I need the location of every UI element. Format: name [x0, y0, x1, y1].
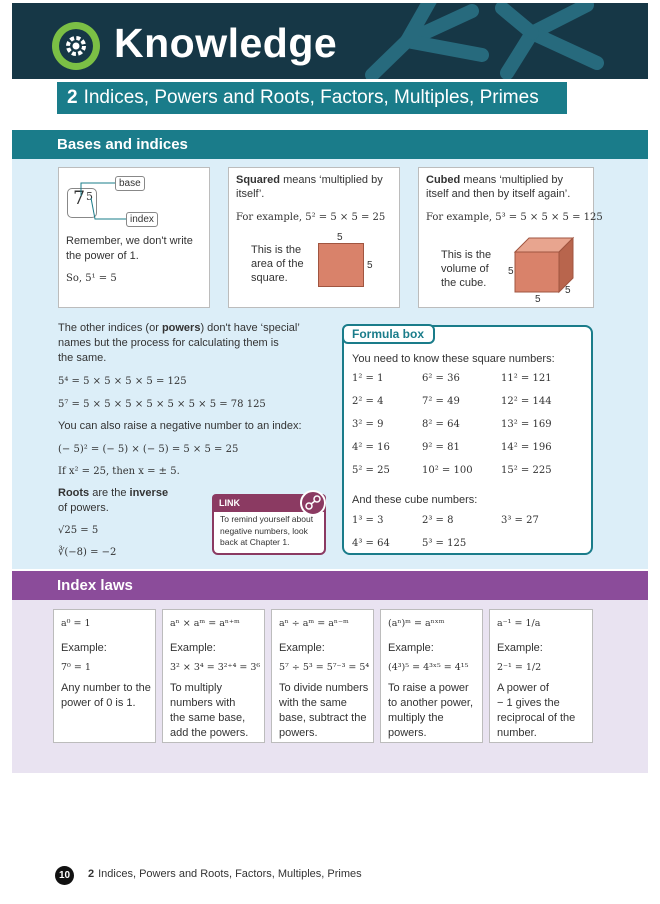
index-label: index — [126, 212, 158, 227]
text-line: of powers. — [58, 502, 109, 514]
chapter-number: 2 — [67, 87, 78, 108]
footer-running-title — [88, 868, 362, 880]
base-index-card — [58, 167, 210, 308]
cube-number: 2³ = 8 — [422, 515, 454, 526]
square-number: 5² = 25 — [352, 465, 390, 476]
index-law-card — [380, 609, 483, 743]
chapter-banner — [57, 82, 567, 114]
base-label: base — [115, 176, 145, 191]
text-line: This is the — [251, 244, 302, 256]
square-number: 13² = 169 — [501, 419, 552, 430]
link-heading: LINK — [212, 494, 326, 512]
text-line: ) don't have ‘special’ — [200, 322, 300, 334]
inverse-term: inverse — [129, 487, 169, 499]
roots-term: Roots — [58, 487, 90, 499]
text-line: means ‘multiplied by — [280, 174, 383, 186]
formula-intro: You need to know these square numbers: — [352, 353, 555, 365]
law-d4: number. — [497, 727, 537, 739]
gear-icon — [52, 22, 100, 70]
law-d1: To divide numbers — [279, 682, 369, 694]
law-d1: To multiply — [170, 682, 222, 694]
law-d1: To raise a power — [388, 682, 469, 694]
cube-number: 3³ = 27 — [501, 515, 539, 526]
law-ex-label: Example: — [497, 642, 543, 654]
law-d1: A power of — [497, 682, 549, 694]
cube-number: 1³ = 3 — [352, 515, 384, 526]
equation: If x² = 25, then x = ± 5. — [58, 466, 180, 477]
page-title: Knowledge — [114, 20, 338, 66]
law-ex: 2⁻¹ = 1/2 — [497, 662, 542, 673]
law-d2: − 1 gives the — [497, 697, 560, 709]
equation: √25 = 5 — [58, 525, 99, 536]
square-number: 7² = 49 — [422, 396, 460, 407]
square-number: 1² = 1 — [352, 373, 384, 384]
index-law-card — [53, 609, 156, 743]
law-d3: multiply the — [388, 712, 444, 724]
square-number: 2² = 4 — [352, 396, 384, 407]
link-icon — [300, 490, 326, 516]
law-d1: Any number to the — [61, 682, 151, 694]
text-line: The other indices (or — [58, 322, 162, 334]
dimension-label: 5 — [535, 294, 541, 305]
law-ex-label: Example: — [61, 642, 107, 654]
link-text: To remind yourself about negative numbers, look back at Chapter 1. — [220, 514, 314, 547]
law-ex-label: Example: — [388, 642, 434, 654]
cubed-card — [418, 167, 603, 308]
section-heading: Index laws — [12, 571, 648, 600]
law-d3: reciprocal of the — [497, 712, 576, 724]
powers-term: powers — [161, 322, 201, 334]
page-number: 10 — [55, 866, 74, 885]
text-line: itself and then by itself again’. — [426, 188, 571, 200]
square-number: 12² = 144 — [501, 396, 552, 407]
law-ex-label: Example: — [279, 642, 325, 654]
equation: (− 5)² = (− 5) × (− 5) = 5 × 5 = 25 — [58, 444, 239, 455]
cube-number: 5³ = 125 — [422, 538, 467, 549]
cube-number: 4³ = 64 — [352, 538, 390, 549]
index-law-card — [271, 609, 374, 743]
squared-term: Squared — [236, 174, 281, 186]
law-d2: to another power, — [388, 697, 474, 709]
text-line: You can also raise a negative number to an index: — [58, 420, 302, 432]
law-law: aⁿ ÷ aᵐ = aⁿ⁻ᵐ — [279, 618, 349, 629]
section-heading: Bases and indices — [12, 130, 648, 159]
law-d4: powers. — [279, 727, 318, 739]
law-d3: base, subtract the — [279, 712, 367, 724]
dimension-label: 5 — [337, 232, 343, 243]
dimension-label: 5 — [508, 266, 514, 277]
law-law: a⁻¹ = 1/a — [497, 618, 541, 629]
law-d4: powers. — [388, 727, 427, 739]
text-line: This is the — [441, 249, 492, 261]
cube-intro: And these cube numbers: — [352, 494, 478, 506]
cubed-term: Cubed — [426, 174, 461, 186]
law-d2: power of 0 is 1. — [61, 697, 136, 709]
index-digit: 5 — [86, 190, 93, 203]
dimension-label: 5 — [565, 285, 571, 296]
square-number: 6² = 36 — [422, 373, 460, 384]
text-line: itself’. — [236, 188, 265, 200]
square-number: 14² = 196 — [501, 442, 552, 453]
example-line: So, 5¹ = 5 — [66, 273, 117, 284]
law-law: aⁿ × aᵐ = aⁿ⁺ᵐ — [170, 618, 240, 629]
law-law: (aⁿ)ᵐ = aⁿˣᵐ — [388, 618, 445, 629]
square-number: 3² = 9 — [352, 419, 384, 430]
example-line: For example, 5² = 5 × 5 = 25 — [236, 212, 386, 223]
chapter-title: Indices, Powers and Roots, Factors, Multiples, Primes — [83, 87, 539, 108]
square-number: 15² = 225 — [501, 465, 552, 476]
square-number: 11² = 121 — [501, 373, 552, 384]
text-line: Remember, we don't write — [66, 235, 193, 247]
text-line: the cube. — [441, 277, 487, 289]
text-line: square. — [251, 272, 288, 284]
base-digit: 7 — [73, 187, 86, 209]
law-ex: 3² × 3⁴ = 3²⁺⁴ = 3⁶ — [170, 662, 261, 673]
law-ex-label: Example: — [170, 642, 216, 654]
text-line: means ‘multiplied by — [460, 174, 563, 186]
square-shape — [318, 243, 364, 287]
text-line: the same. — [58, 352, 107, 364]
law-ex: (4³)⁵ = 4³ˣ⁵ = 4¹⁵ — [388, 662, 469, 673]
square-number: 8² = 64 — [422, 419, 460, 430]
equation: 5⁴ = 5 × 5 × 5 × 5 = 125 — [58, 376, 187, 387]
text-line: the power of 1. — [66, 250, 139, 262]
square-number: 9² = 81 — [422, 442, 460, 453]
law-ex: 5⁷ ÷ 5³ = 5⁷⁻³ = 5⁴ — [279, 662, 370, 673]
square-number: 4² = 16 — [352, 442, 390, 453]
text-line: area of the — [251, 258, 304, 270]
text-line: are the — [89, 487, 130, 499]
law-ex: 7⁰ = 1 — [61, 662, 91, 673]
formula-box-title: Formula box — [342, 324, 435, 344]
law-d3: the same base, — [170, 712, 246, 724]
text-line: names but the process for calculating them is — [58, 337, 279, 349]
example-line: For example, 5³ = 5 × 5 × 5 = 125 — [426, 212, 603, 223]
index-law-card — [489, 609, 593, 743]
dimension-label: 5 — [367, 260, 373, 271]
equation: 5⁷ = 5 × 5 × 5 × 5 × 5 × 5 × 5 = 78 125 — [58, 399, 266, 410]
law-d4: add the powers. — [170, 727, 249, 739]
square-number: 10² = 100 — [422, 465, 473, 476]
squared-card — [228, 167, 400, 308]
index-law-card — [162, 609, 265, 743]
law-d2: with the same — [279, 697, 347, 709]
law-d2: numbers with — [170, 697, 236, 709]
law-law: a⁰ = 1 — [61, 618, 91, 629]
footer-chapter-number: 2 — [88, 868, 95, 880]
equation: ∛(−8) = −2 — [58, 547, 117, 558]
text-line: volume of — [441, 263, 489, 275]
footer-chapter-title: Indices, Powers and Roots, Factors, Multiples, Primes — [98, 868, 362, 880]
